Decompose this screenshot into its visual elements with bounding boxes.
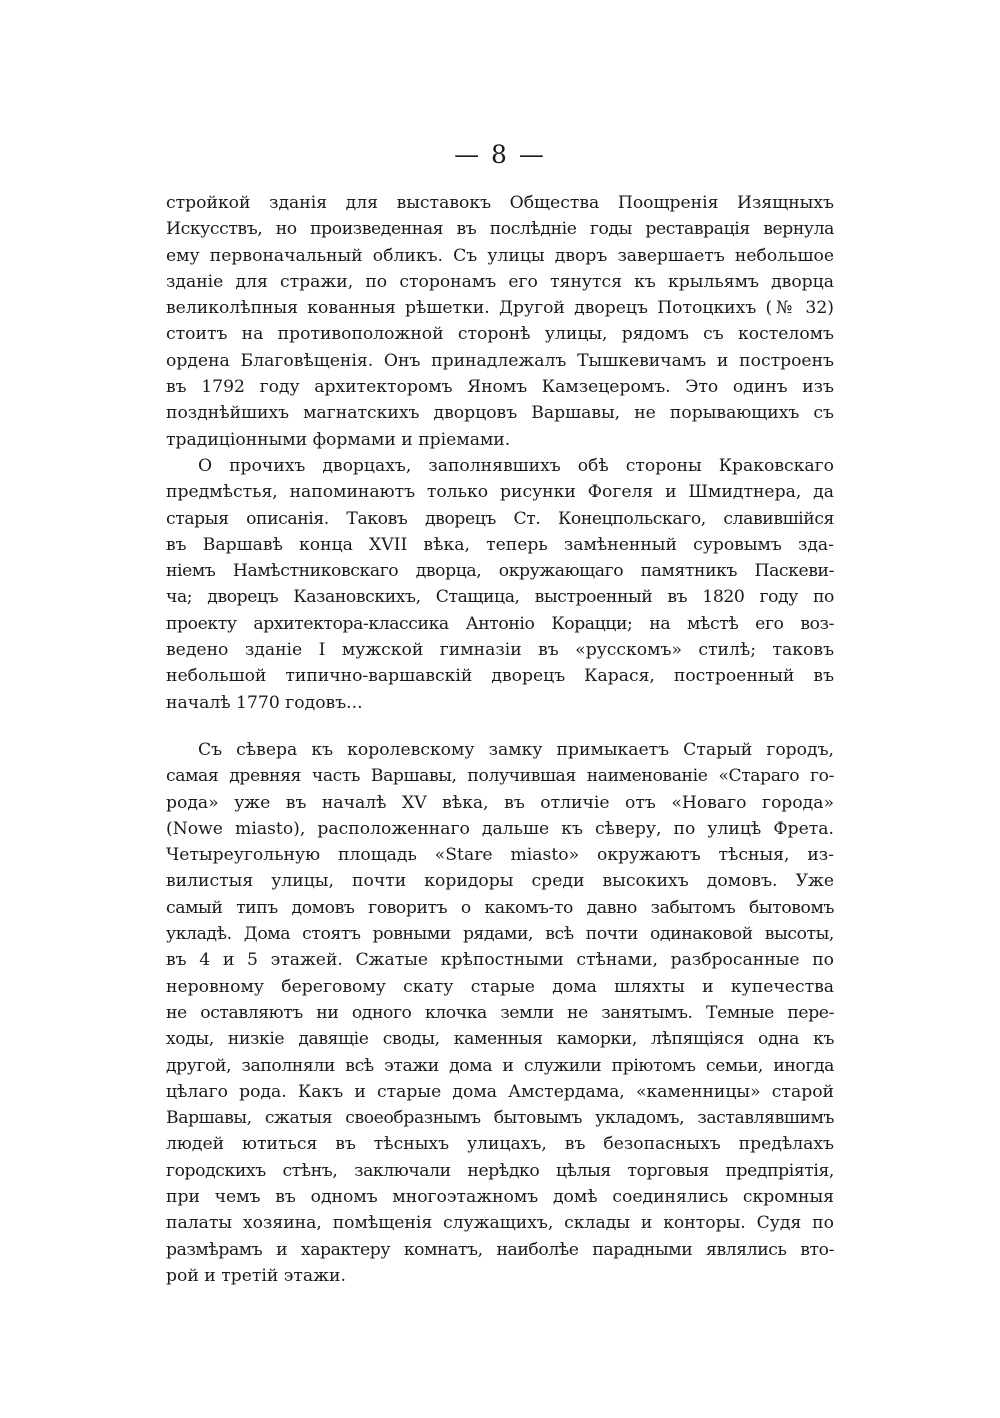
text-line: стоитъ на противоположной сторонѣ улицы, рядомъ съ костеломъ	[166, 324, 834, 345]
text-line: въ 1792 году архитекторомъ Яномъ Камзецеромъ. Это одинъ изъ	[166, 377, 834, 398]
text-line: предмѣстья, напоминаютъ только рисунки Фогеля и Шмидтнера, да	[166, 482, 834, 503]
text-line: небольшой типично-варшавскій дворецъ Карася, построенный въ	[166, 666, 834, 687]
text-line: цѣлаго рода. Какъ и старые дома Амстердама, «каменницы» старой	[166, 1081, 834, 1102]
text-line: ордена Благовѣщенія. Онъ принадлежалъ Тышкевичамъ и построенъ	[166, 350, 834, 371]
text-line: вилистыя улицы, почти коридоры среди высокихъ домовъ. Уже	[166, 871, 834, 892]
text-line: въ 4 и 5 этажей. Сжатые крѣпостными стѣнами, разбросанные по	[166, 950, 834, 971]
text-line: ходы, низкіе давящіе своды, каменныя каморки, лѣпящіяся одна къ	[166, 1029, 834, 1050]
paragraph-2	[166, 453, 834, 716]
text-line: въ Варшавѣ конца XVII вѣка, теперь замѣненный суровымъ зда-	[166, 534, 834, 555]
text-line: не оставляютъ ни одного клочка земли не занятымъ. Темные пере-	[166, 1002, 834, 1023]
text-line: неровному береговому скату старые дома шляхты и купечества	[166, 976, 834, 997]
text-line: стройкой зданія для выставокъ Общества Поощренія Изящныхъ	[166, 193, 834, 213]
text-line: Съ сѣвера къ королевскому замку примыкаетъ Старый городъ,	[198, 740, 834, 760]
text-line: самый типъ домовъ говоритъ о какомъ-то давно забытомъ бытовомъ	[166, 897, 834, 918]
text-line: укладѣ. Дома стоятъ ровными рядами, всѣ почти одинаковой высоты,	[166, 924, 834, 945]
text-line: позднѣйшихъ магнатскихъ дворцовъ Варшавы, не порывающихъ съ	[166, 403, 834, 424]
text-line: самая древняя часть Варшавы, получившая наименованіе «Стараго го-	[166, 766, 834, 787]
text-line: палаты хозяина, помѣщенія служащихъ, склады и конторы. Судя по	[166, 1213, 834, 1234]
text-line: людей ютиться въ тѣсныхъ улицахъ, въ безопасныхъ предѣлахъ	[166, 1134, 834, 1155]
text-line: началѣ 1770 годовъ...	[166, 692, 363, 713]
text-line: Искусствъ, но произведенная въ послѣдніе годы реставрація вернула	[166, 219, 834, 240]
text-line: (Nowe miasto), расположеннаго дальше къ сѣверу, по улицѣ Фрета.	[166, 818, 834, 839]
paragraph-3	[166, 737, 834, 1289]
text-line: другой, заполняли всѣ этажи дома и служили пріютомъ семьи, иногда	[166, 1055, 834, 1076]
text-line: рой и третій этажи.	[166, 1265, 346, 1286]
text-line: ему первоначальный обликъ. Съ улицы дворъ завершаетъ небольшое	[166, 245, 834, 266]
text-line: ведено зданіе I мужской гимназіи въ «русскомъ» стилѣ; таковъ	[166, 640, 834, 661]
text-line: старыя описанія. Таковъ дворецъ Ст. Конецпольскаго, славившійся	[166, 508, 834, 529]
text-line: ніемъ Намѣстниковскаго дворца, окружающаго памятникъ Паскеви-	[166, 561, 834, 582]
text-line: традиціонными формами и пріемами.	[166, 429, 511, 450]
text-line: рода» уже въ началѣ XV вѣка, въ отличіе отъ «Новаго города»	[166, 792, 834, 813]
paragraph-1	[166, 190, 834, 453]
text-line: размѣрамъ и характеру комнатъ, наиболѣе парадными являлись вто-	[166, 1239, 834, 1260]
text-line: Варшавы, сжатыя своеобразнымъ бытовымъ укладомъ, заставлявшимъ	[166, 1108, 834, 1129]
text-line: великолѣпныя кованныя рѣшетки. Другой дворецъ Потоцкихъ (№ 32)	[166, 298, 834, 319]
text-line: ча; дворецъ Казановскихъ, Стащица, выстроенный въ 1820 году по	[166, 587, 834, 608]
text-line: при чемъ въ одномъ многоэтажномъ домѣ соединялись скромныя	[166, 1187, 834, 1208]
text-line: проекту архитектора-классика Антоніо Корацци; на мѣстѣ его воз-	[166, 613, 834, 634]
text-line: городскихъ стѣнъ, заключали нерѣдко цѣлыя торговыя предпріятія,	[166, 1160, 834, 1181]
text-line: зданіе для стражи, по сторонамъ его тянутся къ крыльямъ дворца	[166, 271, 834, 292]
text-line: Четыреугольную площадь «Stare miasto» окружаютъ тѣсныя, из-	[166, 845, 834, 866]
page-number: — 8 —	[454, 140, 546, 169]
text-line: О прочихъ дворцахъ, заполнявшихъ обѣ стороны Краковскаго	[198, 456, 834, 476]
